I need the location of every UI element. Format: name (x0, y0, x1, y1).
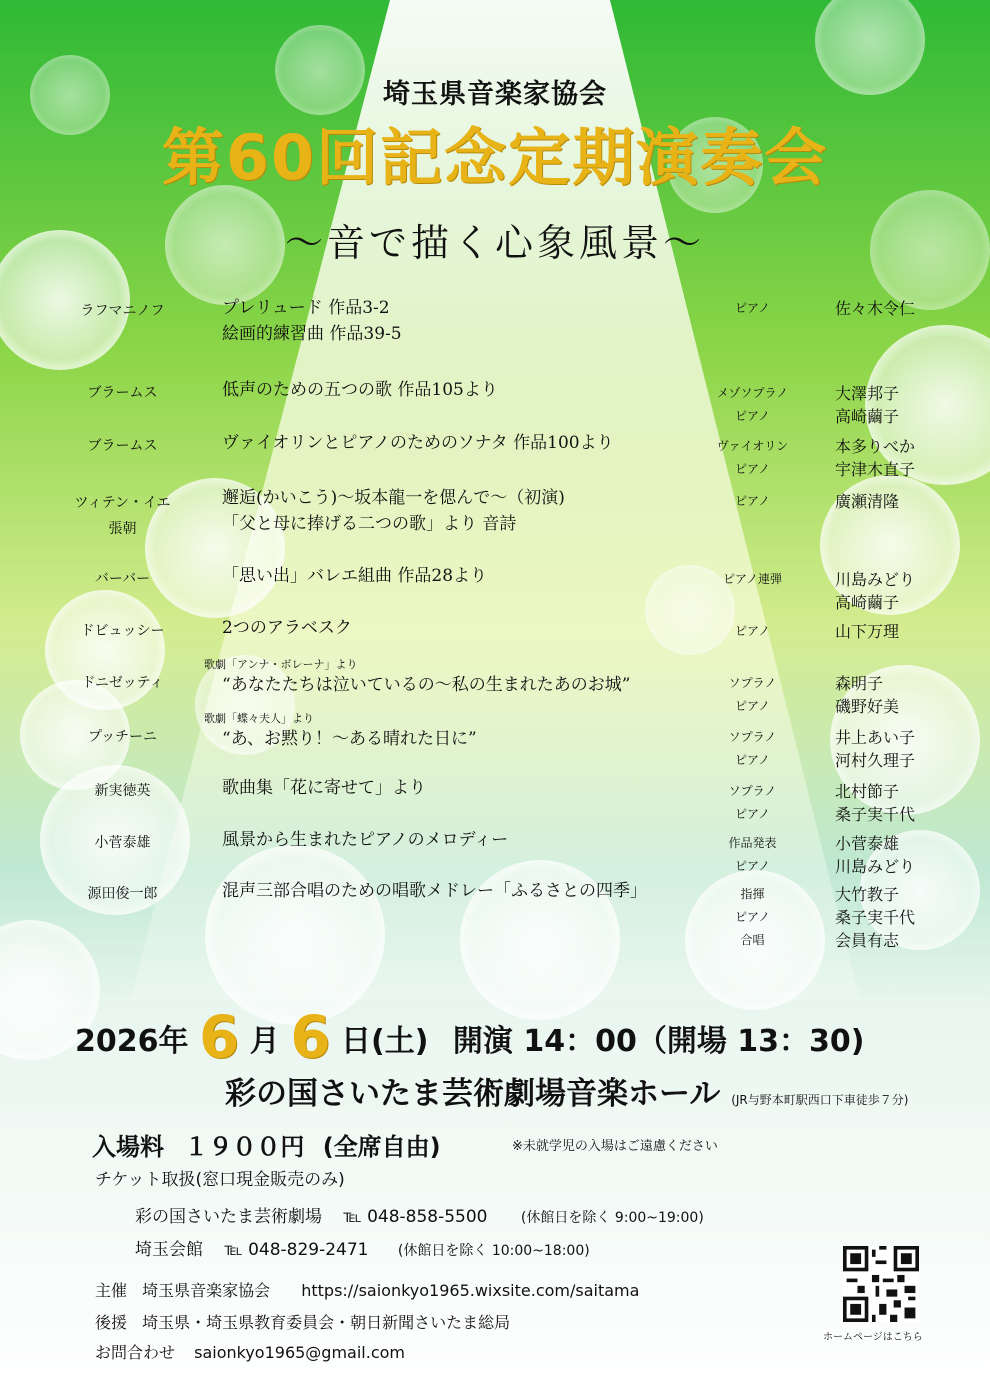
concert-subtitle: ～音で描く心象風景～ (284, 221, 705, 265)
contact: お問合わせ saionkyo1965@gmail.com (95, 1343, 405, 1362)
performer: 北村節子 桑子実千代 (835, 782, 916, 824)
work-title: 邂逅(かいこう)～坂本龍一を偲んで～（初演) 「父と母に捧げる二つの歌」より 音詩 (222, 488, 565, 534)
performer: 森明子 磯野好美 (835, 674, 900, 716)
contact-email[interactable]: saionkyo1965@gmail.com (194, 1343, 405, 1362)
ticket-heading: チケット取扱(窓口現金販売のみ) (95, 1170, 345, 1190)
admission-fee: 入場料 １９００円 (全席自由) (92, 1133, 441, 1161)
work-title: 混声三部合唱のための唱歌メドレー「ふるさとの四季」 (222, 881, 647, 901)
composer: ブラームス (87, 438, 158, 454)
organization-name: 埼玉県音楽家協会 (383, 79, 607, 110)
instrument: ソプラノ ピアノ (728, 676, 777, 713)
instrument: ソプラノ ピアノ (728, 730, 777, 767)
performer: 大竹教子 桑子実千代 会員有志 (835, 885, 916, 950)
performer: 本多りべか 宇津木直子 (835, 437, 916, 479)
instrument: 指揮 ピアノ 合唱 (734, 887, 771, 947)
concert-title: 第60回記念定期演奏会 (161, 121, 829, 194)
composer: ラフマニノフ (80, 303, 165, 319)
organizer: 主催 埼玉県音楽家協会 https://saionkyo1965.wixsite.com/saitama (95, 1281, 640, 1300)
admission-note: ※未就学児の入場はご遠慮ください (512, 1139, 718, 1154)
qr-code-icon[interactable] (843, 1246, 919, 1322)
performer: 山下万理 (835, 622, 900, 641)
work-title: 風景から生まれたピアノのメロディー (222, 830, 509, 850)
work-title: 「思い出」バレエ組曲 作品28より (222, 566, 488, 586)
work-title: 2つのアラベスク (222, 618, 352, 638)
ticket-outlet: 彩の国さいたま芸術劇場 ℡ 048-858-5500 (休館日を除く 9:00~19:00) (135, 1207, 704, 1227)
event-time: 開演 14：00（開場 13：30) (452, 1024, 865, 1059)
sponsors: 後援 埼玉県・埼玉県教育委員会・朝日新聞さいたま総局 (95, 1313, 511, 1332)
performer: 佐々木令仁 (835, 299, 916, 318)
performer: 大澤邦子 高崎繭子 (835, 384, 900, 426)
composer: 新実徳英 (94, 783, 151, 799)
composer: 源田俊一郎 (87, 886, 158, 902)
composer: ドビュッシー (80, 623, 165, 639)
instrument: メゾソプラノ ピアノ (716, 386, 789, 423)
performer: 川島みどり 高崎繭子 (835, 570, 916, 612)
instrument: ヴァイオリン ピアノ (716, 439, 789, 476)
instrument: ソプラノ ピアノ (728, 784, 777, 821)
work-title: プレリュード 作品3-2 絵画的練習曲 作品39-5 (222, 298, 402, 344)
instrument: 作品発表 ピアノ (728, 836, 777, 873)
instrument: ピアノ (734, 624, 771, 638)
work-title: 歌劇「蝶々夫人」より “あ、お黙り！～ある晴れた日に” (222, 712, 722, 752)
composer: 小菅泰雄 (94, 835, 151, 851)
composer: バーバー (94, 571, 151, 587)
work-title: 低声のための五つの歌 作品105より (222, 380, 498, 400)
composer: ドニゼッティ (81, 675, 164, 691)
event-date: 2026年 6 月 6 日(土) 開演 14：00（開場 13：30) (75, 1003, 865, 1071)
qr-caption: ホームページはこちら (823, 1332, 923, 1343)
ticket-outlet: 埼玉会館 ℡ 048-829-2471 (休館日を除く 10:00~18:00) (135, 1240, 590, 1260)
work-title: 歌劇「アンナ・ボレーナ」より “あなたたちは泣いているの～私の生まれたあのお城” (222, 658, 722, 698)
work-title: 歌曲集「花に寄せて」より (222, 778, 426, 798)
performer: 井上あい子 河村久理子 (835, 728, 916, 770)
website-link[interactable]: https://saionkyo1965.wixsite.com/saitama (301, 1281, 640, 1300)
venue-access: (JR与野本町駅西口下車徒歩７分) (731, 1093, 909, 1107)
instrument: ピアノ (734, 301, 771, 315)
opera-note: 歌劇「アンナ・ボレーナ」より (204, 658, 358, 671)
composer: プッチーニ (87, 729, 158, 745)
instrument: ピアノ連弾 (722, 572, 783, 586)
instrument: ピアノ (734, 494, 771, 508)
work-title: ヴァイオリンとピアノのためのソナタ 作品100より (222, 433, 614, 453)
composer: ブラームス (87, 385, 158, 401)
performer: 小菅泰雄 川島みどり (835, 834, 916, 876)
venue: 彩の国さいたま芸術劇場音楽ホール (JR与野本町駅西口下車徒歩７分) (225, 1076, 909, 1112)
composer: ツィテン・イエ 張朝 (74, 495, 171, 537)
opera-note: 歌劇「蝶々夫人」より (204, 712, 314, 725)
performer: 廣瀬清隆 (835, 492, 900, 511)
